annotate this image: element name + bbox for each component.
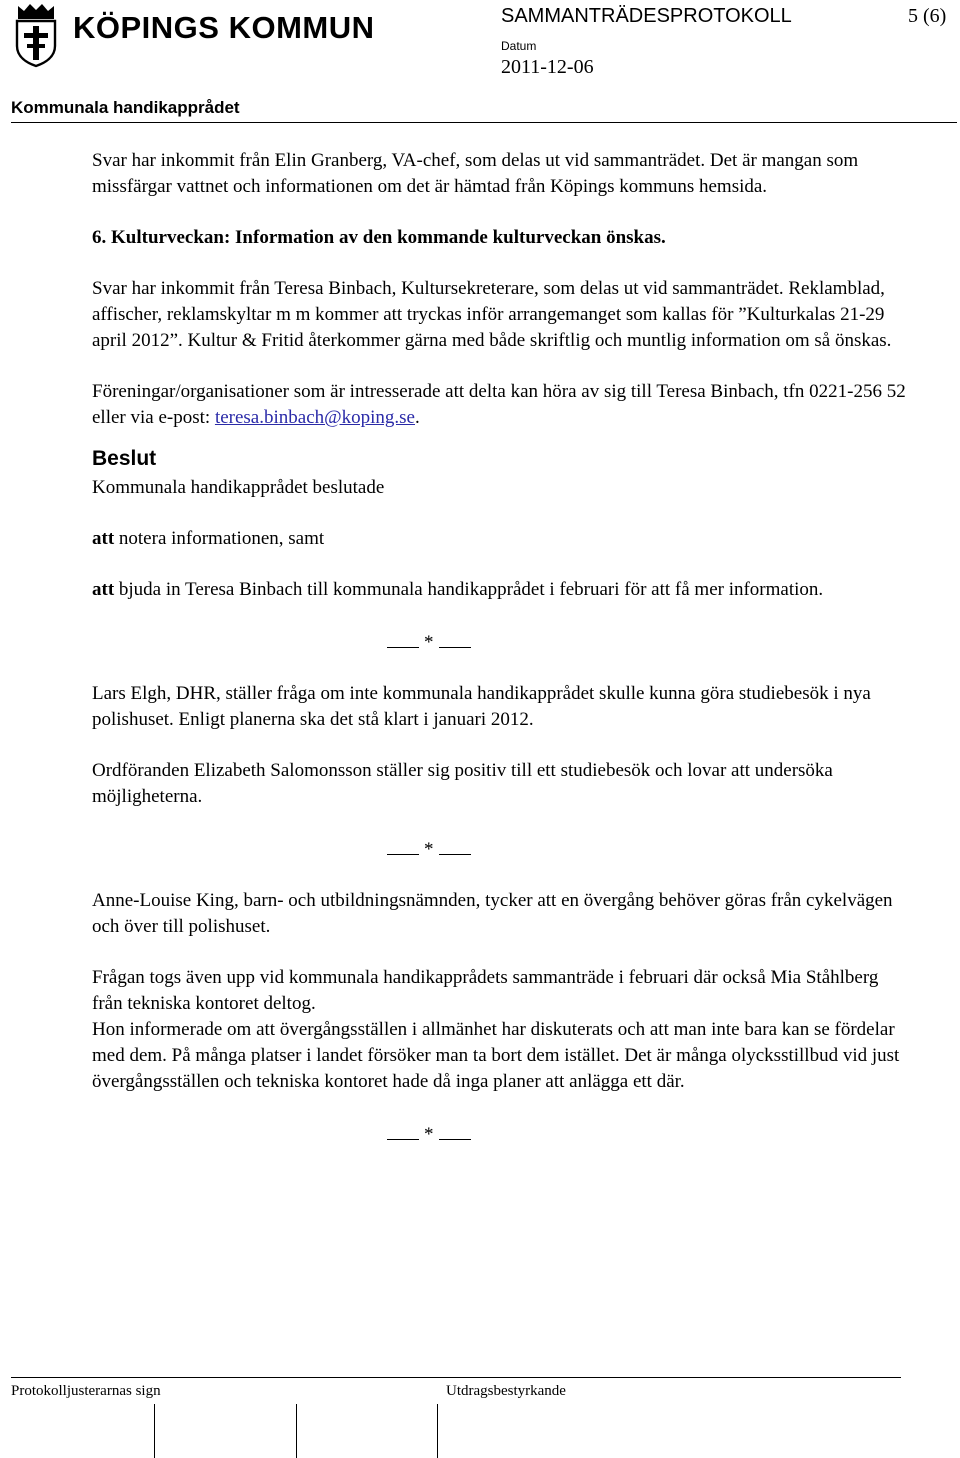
separator-star: * <box>424 1124 434 1145</box>
item-heading-6: 6. Kulturveckan: Information av den kommande kulturveckan önskas. <box>92 227 666 248</box>
section-separator <box>92 630 912 656</box>
signature-label: Protokolljusterarnas sign <box>11 1383 161 1399</box>
decision-item-2-text: bjuda in Teresa Binbach till kommunala handikapprådet i februari för att få mer information. <box>114 579 824 600</box>
beslut-heading: Beslut <box>92 447 157 470</box>
paragraph-ordforanden: Ordföranden Elizabeth Salomonsson ställer sig positiv till ett studiebesök och lovar att undersöka möjligheterna. <box>92 760 833 807</box>
beslut-intro: Kommunala handikapprådet beslutade <box>92 477 385 498</box>
att-keyword: att <box>92 528 115 549</box>
paragraph-foreningar <box>92 379 912 431</box>
paragraph-foreningar-end: . <box>415 407 420 428</box>
paragraph-va-answer: Svar har inkommit från Elin Granberg, VA-chef, som delas ut vid sammanträdet. Det är mangan som missfärgar vattnet och informationen om det är hämtad från Köpings kommuns hemsida. <box>92 150 859 197</box>
footer-divider <box>11 1377 901 1378</box>
separator-star: * <box>424 839 434 860</box>
decision-item-1-text: notera informationen, samt <box>114 528 325 549</box>
organization-name: KÖPINGS KOMMUN <box>73 10 375 45</box>
section-separator <box>92 1122 912 1148</box>
separator-star: * <box>424 632 434 653</box>
document-body <box>92 148 912 1173</box>
decision-item-2 <box>92 577 912 603</box>
header-divider <box>11 122 957 123</box>
email-link[interactable]: teresa.binbach@koping.se <box>214 407 415 428</box>
paragraph-anne-louise: Anne-Louise King, barn- och utbildningsnämnden, tycker att en övergång behöver göras från cykelvägen och över till polishuset. <box>92 890 893 937</box>
signature-box-divider <box>296 1404 297 1458</box>
extract-certification-label: Utdragsbestyrkande <box>446 1383 566 1399</box>
committee-name: Kommunala handikapprådet <box>11 98 240 117</box>
paragraph-kultur-answer: Svar har inkommit från Teresa Binbach, Kultursekreterare, som delas ut vid sammanträdet. Reklamblad, affischer, reklamskyltar m m kommer att tryckas inför arrangemanget som kallas för ”Kulturkalas 21-29 april 2012”. Kultur & Fritid återkommer gärna med både skriftlig och muntlig information om så önskas. <box>92 278 892 351</box>
page-number: 5 (6) <box>908 5 947 27</box>
att-keyword: att <box>92 579 115 600</box>
paragraph-lars-elgh: Lars Elgh, DHR, ställer fråga om inte kommunala handikapprådet skulle kunna göra studiebesök i nya polishuset. Enligt planerna ska det stå klart i januari 2012. <box>92 683 871 730</box>
signature-box-divider <box>154 1404 155 1458</box>
coat-of-arms-icon <box>14 2 58 68</box>
paragraph-foreningar-text: Föreningar/organisationer som är intresserade att delta kan höra av sig till Teresa Binbach, tfn 0221-256 52 eller via e-post: <box>92 381 906 428</box>
date-value: 2011-12-06 <box>501 56 594 78</box>
signature-box-divider <box>437 1404 438 1458</box>
date-label: Datum <box>501 39 537 53</box>
paragraph-fragan: Frågan togs även upp vid kommunala handikapprådets sammanträde i februari där också Mia Ståhlberg från tekniska kontoret deltog. <box>92 967 879 1014</box>
document-type: SAMMANTRÄDESPROTOKOLL <box>501 5 792 27</box>
section-separator <box>92 837 912 863</box>
paragraph-hon-informerade: Hon informerade om att övergångsställen i allmänhet har diskuterats och att man inte bara kan se fördelar med dem. På många platser i landet försöker man ta bort dem istället. Det är många olycksstillbud vid just övergångsställen och tekniska kontoret hade då inga planer att anlägga ett där. <box>92 1019 900 1092</box>
decision-item-1 <box>92 526 912 552</box>
